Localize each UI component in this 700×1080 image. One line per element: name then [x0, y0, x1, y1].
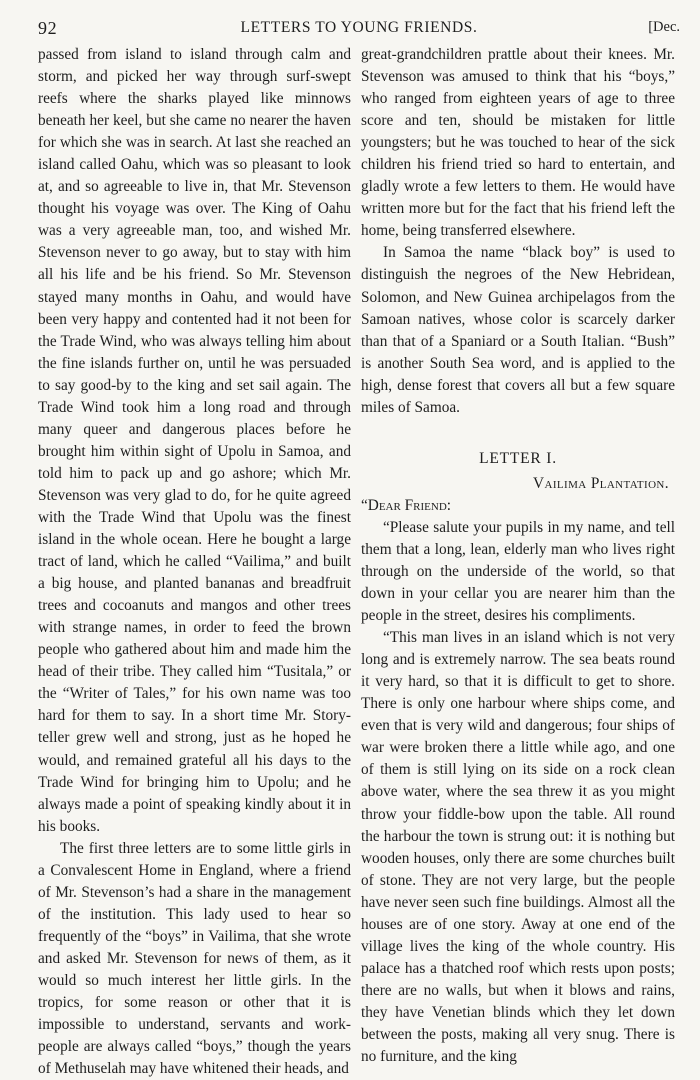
paragraph: In Samoa the name “black boy” is used to distinguish the negroes of the New Hebridean, Solomon, and New Guinea archipelagos from the Samoan natives, whose color is scarcely darker than that of a Spaniard or a South Italian. “Bush” is another South Sea word, and is applied to the high, dense forest that covers all but a few square miles of Samoa.: [361, 244, 675, 416]
letter-place: Vailima Plantation.: [533, 474, 669, 492]
running-title: LETTERS TO YOUNG FRIENDS.: [240, 19, 478, 36]
month-marker: [Dec.: [648, 19, 680, 35]
paragraph: great-grandchildren prattle about their knees. Mr. Stevenson was amused to think that his “boys,” who ranged from eighteen years of age to three score and ten, should be mistaken for little youngsters; but he was touched to hear of the sick children his friend tried so hard to entertain, and gladly wrote a few letters to them. He would have written more but for the fact that his friend left the home, being transferred elsewhere.: [361, 46, 675, 240]
right-column: [361, 44, 675, 1068]
page-number: 92: [38, 18, 58, 38]
left-column: [38, 44, 351, 1080]
paragraph: “Please salute your pupils in my name, and tell them that a long, lean, elderly man who lives right through on the underside of the world, so that down in your cellar you are nearer him than the people in the street, desires his compliments.: [361, 518, 675, 625]
paragraph: The first three letters are to some little girls in a Convalescent Home in England, where a friend of Mr. Stevenson’s had a share in the management of the institution. This lady used to hear so frequently of the “boys” in Vailima, that she wrote and asked Mr. Stevenson for news of them, as it would so much interest her little girls. In the tropics, for some reason or other that it is impossible to understand, servants and work-people are always called “boys,” though the years of Methuselah may have whitened their heads, and: [38, 839, 351, 1078]
running-header: [38, 18, 680, 40]
letter-heading: LETTER I.: [479, 449, 557, 467]
paragraph: “This man lives in an island which is not very long and is extremely narrow. The sea beats round it very hard, so that it is difficult to get to shore. There is only one harbour where ships come, and even that is very wild and dangerous; four ships of war were broken there a little while ago, and one of them is still lying on its side on a rock clean above water, where the sea threw it as you might throw your fiddle-bow upon the table. All round the harbour the town is strung out: it is nothing but wooden houses, only there are some churches built of stone. They are not very large, but the people have never seen such fine buildings. Almost all the houses are of one story. Away at one end of the village lives the king of the whole country. His palace has a thatched roof which rests upon posts; there are no walls, but when it blows and rains, they have Venetian blinds which they let down between the posts, making all very snug. There is no furniture, and the king: [361, 629, 675, 1066]
paragraph: passed from island to island through calm and storm, and picked her way through surf-swept reefs where the sharks played like minnows beneath her keel, but she came no nearer the haven for which she was in search. At last she reached an island called Oahu, which was so pleasant to look at, and so agreeable to live in, that Mr. Stevenson thought his voyage was over. The King of Oahu was a very agreeable man, too, and wished Mr. Stevenson never to go away, but to stay with him all his life and be his friend. So Mr. Stevenson stayed many months in Oahu, and would have been very happy and contented had it not been for the Trade Wind, who was always telling him about the fine islands further on, until he was persuaded to say good-by to the king and set sail again. The Trade Wind took him a long road and through many queer and dangerous places before he brought him within sight of Upolu in Samoa, and told him to pack up and go ashore; which Mr. Stevenson was very glad to do, for he quite agreed with the Trade Wind that Upolu was the finest island in the whole ocean. Here he bought a large tract of land, which he called “Vailima,” and built a big house, and planted bananas and breadfruit trees and cocoanuts and mangos and other trees with strange names, in order to feed the brown people who gathered about him and made him the head of their tribe. They called him “Tusitala,” or the “Writer of Tales,” for his own name was too hard for them to say. In a short time Mr. Story-teller grew well and strong, just as he hoped he would, and remained grateful all his days to the Trade Wind for bringing him to Upolu; and he always made a point of speaking kindly about it in his books.: [38, 46, 351, 835]
letter-salutation: “Dear Friend:: [361, 496, 452, 514]
